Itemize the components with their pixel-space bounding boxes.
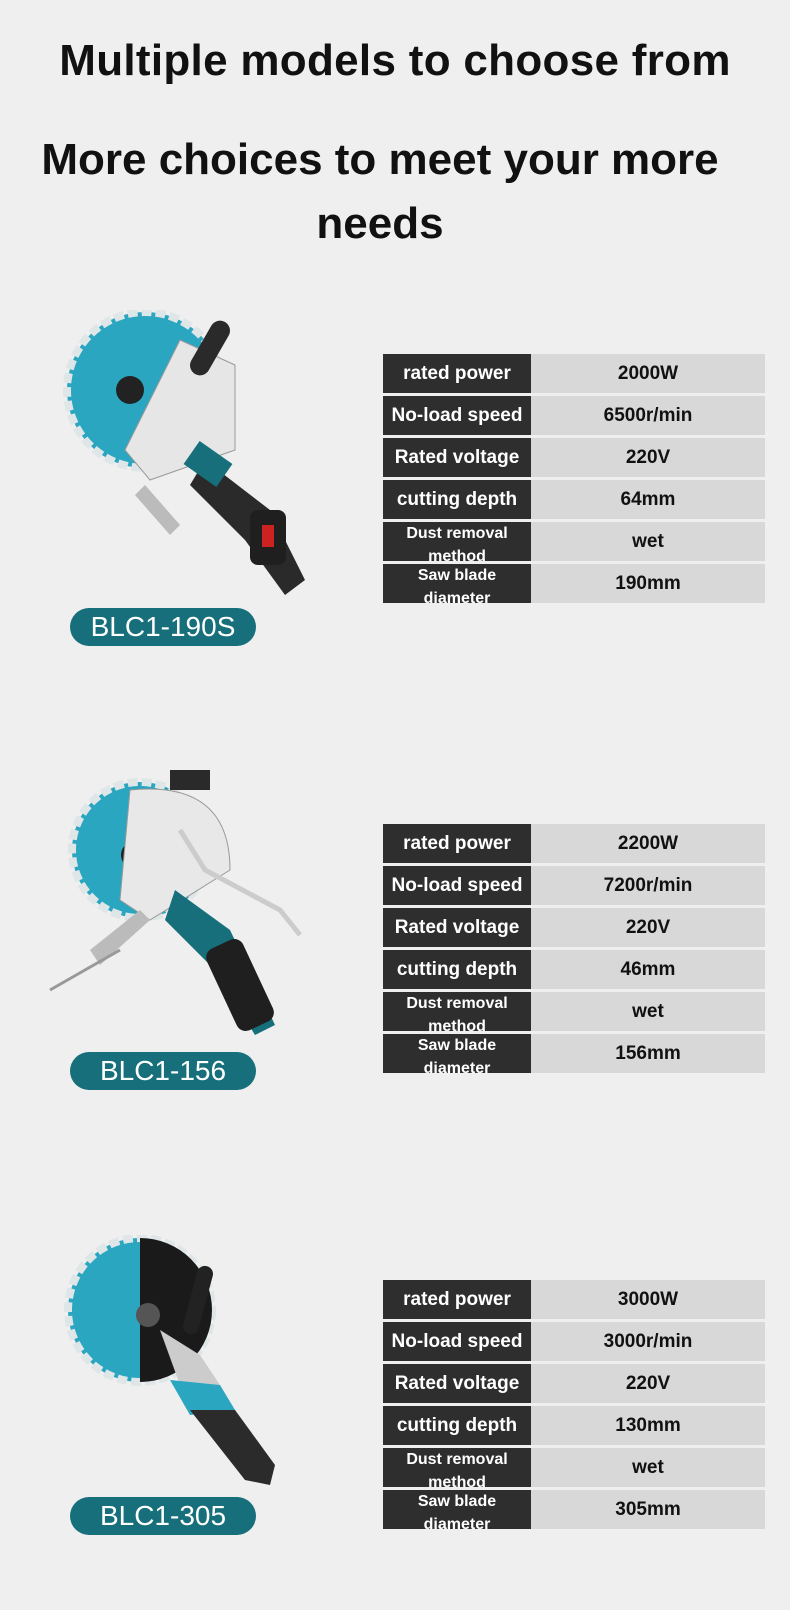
cutting-saw-image (30, 310, 330, 610)
spec-label: rated power (383, 1280, 531, 1319)
spec-row (383, 908, 765, 947)
model-badge: BLC1-190S (70, 608, 256, 646)
page-subtitle: More choices to meet your more needs (41, 135, 719, 248)
spec-label: Rated voltage (383, 1364, 531, 1403)
spec-value: wet (531, 992, 765, 1031)
spec-value: 3000r/min (531, 1322, 765, 1361)
spec-value: 2200W (531, 824, 765, 863)
spec-row (383, 1490, 765, 1529)
spec-row (383, 522, 765, 561)
spec-value: 3000W (531, 1280, 765, 1319)
spec-value: 7200r/min (531, 866, 765, 905)
spec-row (383, 480, 765, 519)
spec-label: Saw blade diameter (383, 1034, 531, 1073)
spec-row (383, 1280, 765, 1319)
spec-row (383, 866, 765, 905)
spec-value: 156mm (531, 1034, 765, 1073)
spec-label: Saw blade diameter (383, 1490, 531, 1529)
spec-row (383, 354, 765, 393)
spec-table (383, 824, 765, 1076)
spec-label: Dust removal method (383, 1448, 531, 1487)
spec-table (383, 354, 765, 606)
cutting-saw-image (30, 770, 330, 1070)
spec-value: 220V (531, 1364, 765, 1403)
spec-value: 2000W (531, 354, 765, 393)
spec-label: Dust removal method (383, 522, 531, 561)
spec-row (383, 1322, 765, 1361)
spec-value: wet (531, 522, 765, 561)
spec-row (383, 1034, 765, 1073)
spec-value: 220V (531, 438, 765, 477)
spec-label: Rated voltage (383, 908, 531, 947)
spec-label: cutting depth (383, 1406, 531, 1445)
spec-value: wet (531, 1448, 765, 1487)
spec-value: 64mm (531, 480, 765, 519)
spec-value: 220V (531, 908, 765, 947)
spec-row (383, 1448, 765, 1487)
model-badge: BLC1-305 (70, 1497, 256, 1535)
spec-row (383, 1406, 765, 1445)
spec-row (383, 992, 765, 1031)
spec-value: 190mm (531, 564, 765, 603)
spec-label: rated power (383, 354, 531, 393)
spec-row (383, 824, 765, 863)
spec-value: 305mm (531, 1490, 765, 1529)
spec-label: Dust removal method (383, 992, 531, 1031)
spec-label: No-load speed (383, 396, 531, 435)
spec-label: cutting depth (383, 480, 531, 519)
product-section (0, 310, 790, 670)
spec-row (383, 564, 765, 603)
spec-row (383, 438, 765, 477)
spec-label: Saw blade diameter (383, 564, 531, 603)
spec-row (383, 396, 765, 435)
spec-table (383, 1280, 765, 1532)
model-badge: BLC1-156 (70, 1052, 256, 1090)
cutting-saw-image (30, 1235, 330, 1535)
spec-value: 130mm (531, 1406, 765, 1445)
page-title: Multiple models to choose from (59, 36, 731, 85)
spec-label: rated power (383, 824, 531, 863)
spec-label: Rated voltage (383, 438, 531, 477)
spec-row (383, 950, 765, 989)
spec-row (383, 1364, 765, 1403)
spec-label: No-load speed (383, 866, 531, 905)
product-section (0, 770, 790, 1130)
spec-label: No-load speed (383, 1322, 531, 1361)
spec-label: cutting depth (383, 950, 531, 989)
product-section (0, 1235, 790, 1595)
spec-value: 46mm (531, 950, 765, 989)
spec-value: 6500r/min (531, 396, 765, 435)
